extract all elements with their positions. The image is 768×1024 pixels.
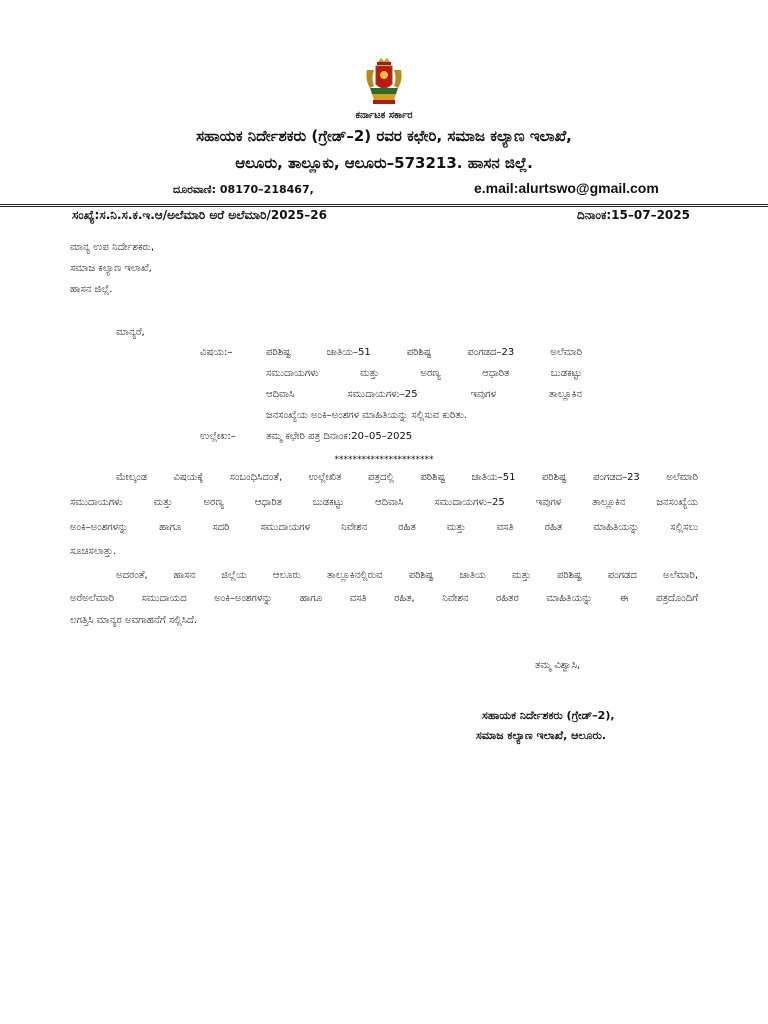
paragraph-2-line: ಲಗತ್ತಿಸಿ ಮಾನ್ಯರ ಅವಗಾಹನೆಗೆ ಸಲ್ಲಿಸಿದೆ. xyxy=(70,615,198,626)
signature-department: ಸಮಾಜ ಕಲ್ಯಾಣ ಇಲಾಖೆ, ಆಲೂರು. xyxy=(476,729,607,742)
addressee-line: ಸಮಾಜ ಕಲ್ಯಾಣ ಇಲಾಖೆ, xyxy=(70,263,152,274)
paragraph-1-line: ಅಂಕಿ–ಅಂಶಗಳನ್ನು ಹಾಗೂ ಸದರಿ ಸಮುದಾಯಗಳ ನಿವೇಶನ ರಹಿತ ಮತ್ತು ವಸತಿ ರಹಿತ ಮಾಹಿತಿಯನ್ನು ಸಲ್ಲಿಸಲು xyxy=(70,522,698,533)
closing-text: ತಮ್ಮ ವಿಶ್ವಾಸಿ, xyxy=(535,660,581,671)
addressee-line: ಹಾಸನ ಜಿಲ್ಲೆ. xyxy=(70,284,113,295)
paragraph-2-line: ಅದರಂತೆ, ಹಾಸನ ಜಿಲ್ಲೆಯ ಆಲೂರು ತಾಲ್ಲೂಕಿನಲ್ಲಿರುವ ಪರಿಶಿಷ್ಟ ಜಾತಿಯ ಮತ್ತು ಪರಿಶಿಷ್ಟ ಪಂಗಡದ ಅಲೆಮಾರಿ, xyxy=(116,570,698,581)
subject-line: ಪರಿಶಿಷ್ಟ ಜಾತಿಯ–51 ಪರಿಶಿಷ್ಟ ಪಂಗಡದ–23 ಅಲೆಮಾರಿ xyxy=(266,347,582,358)
subject-label: ವಿಷಯ:– xyxy=(200,347,233,358)
paragraph-1-line: ಸಮುದಾಯಗಳು ಮತ್ತು ಅರಣ್ಯ ಆಧಾರಿತ ಬುಡಕಟ್ಟು ಆದಿವಾಸಿ ಸಮುದಾಯಗಳು–25 ಇವುಗಳ ತಾಲ್ಲೂಕಿನ ಜನಸಂಖ್ಯೆಯ xyxy=(70,497,698,508)
subject-line: ಆದಿವಾಸಿ ಸಮುದಾಯಗಳು–25 ಇವುಗಳ ತಾಲ್ಲೂಕಿನ xyxy=(266,389,582,400)
subject-line: ಜನಸಂಖ್ಯೆಯ ಅಂಕಿ–ಅಂಶಗಳ ಮಾಹಿತಿಯನ್ನು ಸಲ್ಲಿಸುವ ಕುರಿತು. xyxy=(266,410,467,421)
signature-designation: ಸಹಾಯಕ ನಿರ್ದೇಶಕರು (ಗ್ರೇಡ್–2), xyxy=(482,709,615,722)
paragraph-1-line: ಮೇಲ್ಕಂಡ ವಿಷಯಕ್ಕೆ ಸಂಬಂಧಿಸಿದಂತೆ, ಉಲ್ಲೇಖಿತ ಪತ್ರದಲ್ಲಿ ಪರಿಶಿಷ್ಟ ಜಾತಿಯ–51 ಪರಿಶಿಷ್ಟ ಪಂಗಡದ–23 ಅಲೆಮಾರಿ xyxy=(116,472,698,483)
email-address: e.mail:alurtswo@gmail.com xyxy=(474,180,659,196)
karnataka-emblem-icon xyxy=(364,56,404,108)
separator-stars: ********************** xyxy=(334,455,434,465)
office-title-line-1: ಸಹಾಯಕ ನಿರ್ದೇಶಕರು (ಗ್ರೇಡ್–2) ರವರ ಕಛೇರಿ, ಸಮಾಜ ಕಲ್ಯಾಣ ಇಲಾಖೆ, xyxy=(196,127,572,145)
paragraph-1-line: ಸೂಚಿಸಲಾತ್ತು. xyxy=(70,546,117,557)
office-title-line-2: ಆಲೂರು, ತಾಲ್ಲೂಕು, ಆಲೂರು–573213. ಹಾಸನ ಜಿಲ್ಲೆ. xyxy=(235,154,533,172)
paragraph-2-line: ಅರೆಅಲೆಮಾರಿ ಸಮುದಾಯದ ಅಂಕಿ–ಅಂಶಗಳನ್ನು ಹಾಗೂ ವಸತಿ ರಹಿತ, ನಿವೇಶನ ರಹಿತರ ಮಾಹಿತಿಯನ್ನು ಈ ಪತ್ರದೊಂದಿಗೆ xyxy=(70,593,698,604)
salutation: ಮಾನ್ಯರೆ, xyxy=(116,327,145,338)
government-name: ಕರ್ನಾಟಕ ಸರ್ಕಾರ xyxy=(355,110,413,121)
phone-number: ದೂರವಾಣಿ: 08170–218467, xyxy=(173,183,314,196)
addressee-line: ಮಾನ್ಯ ಉಪ ನಿರ್ದೇಶಕರು, xyxy=(70,242,155,253)
reference-text: ತಮ್ಮ ಕಛೇರಿ ಪತ್ರ ದಿನಾಂಕ:20–05–2025 xyxy=(266,431,413,442)
subject-line: ಸಮುದಾಯಗಳು ಮತ್ತು ಅರಣ್ಯ ಆಧಾರಿತ ಬುಡಕಟ್ಟು xyxy=(266,368,582,379)
reference-number: ಸಂಖ್ಯೆ:ಸ.ನಿ.ಸ.ಕ.ಇ.ಆ/ಅಲೆಮಾರಿ ಅರೆ ಅಲೆಮಾರಿ/2025–26 xyxy=(72,208,327,222)
header-divider xyxy=(0,204,768,205)
header-divider-thin xyxy=(0,206,768,207)
reference-label: ಉಲ್ಲೇಖ:– xyxy=(200,431,236,442)
letter-date: ದಿನಾಂಕ:15–07–2025 xyxy=(577,208,690,222)
